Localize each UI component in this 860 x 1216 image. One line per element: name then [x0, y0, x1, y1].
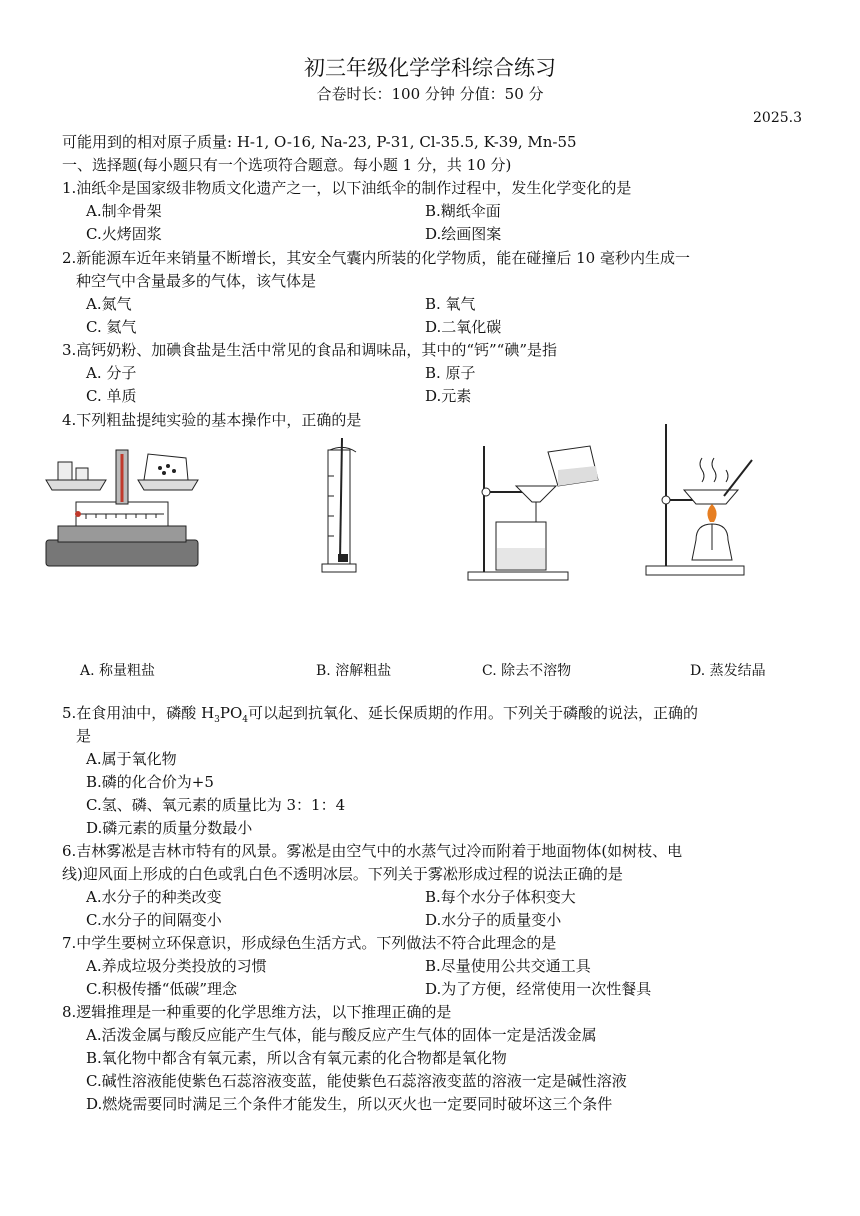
filtration-figure [462, 436, 608, 582]
cylinder-figure [316, 436, 370, 576]
q7-option-d: D.为了方便，经常使用一次性餐具 [425, 980, 652, 998]
q1-stem: 1.油纸伞是国家级非物质文化遗产之一，以下油纸伞的制作过程中，发生化学变化的是 [62, 179, 632, 197]
q8-option-b: B.氧化物中都含有氧元素，所以含有氧元素的化合物都是氧化物 [86, 1049, 507, 1067]
q8-option-d: D.燃烧需要同时满足三个条件才能发生，所以灭火也一定要同时破坏这三个条件 [86, 1095, 613, 1113]
q6-option-c: C.水分子的间隔变小 [86, 911, 222, 929]
q4-option-b: B. 溶解粗盐 [316, 663, 392, 679]
q3-option-b: B. 原子 [425, 364, 476, 382]
q2-option-a: A.氮气 [86, 295, 132, 313]
q1-option-a: A.制伞骨架 [86, 202, 162, 220]
q5-option-d: D.磷元素的质量分数最小 [86, 819, 253, 837]
q3-option-d: D.元素 [425, 387, 472, 405]
q5-option-a: A.属于氧化物 [86, 750, 177, 768]
q7-option-b: B.尽量使用公共交通工具 [425, 957, 591, 975]
q8-stem: 8.逻辑推理是一种重要的化学思维方法，以下推理正确的是 [62, 1003, 452, 1021]
q3-option-a: A. 分子 [86, 364, 137, 382]
q4-option-a: A. 称量粗盐 [80, 663, 156, 679]
q8-option-c: C.碱性溶液能使紫色石蕊溶液变蓝，能使紫色石蕊溶液变蓝的溶液一定是碱性溶液 [86, 1072, 627, 1090]
q2-option-d: D.二氧化碳 [425, 318, 502, 336]
q5-stem-line2: 是 [76, 727, 92, 745]
atomic-masses: 可能用到的相对原子质量: H-1, O-16, Na-23, P-31, Cl-35.5, K-39, Mn-55 [62, 133, 577, 151]
q5-option-b: B.磷的化合价为+5 [86, 773, 214, 791]
q7-option-a: A.养成垃圾分类投放的习惯 [86, 957, 267, 975]
q4-option-c: C. 除去不溶物 [482, 663, 572, 679]
q3-stem: 3.高钙奶粉、加碘食盐是生活中常见的食品和调味品，其中的“钙”“碘”是指 [62, 341, 557, 359]
q6-option-b: B.每个水分子体积变大 [425, 888, 576, 906]
q3-option-c: C. 单质 [86, 387, 137, 405]
evaporation-figure [642, 420, 760, 580]
q7-option-c: C.积极传播“低碳”理念 [86, 980, 238, 998]
q1-option-d: D.绘画图案 [425, 225, 502, 243]
page-title: 初三年级化学学科综合练习 [304, 56, 556, 80]
balance-figure [36, 440, 208, 576]
q6-option-a: A.水分子的种类改变 [86, 888, 222, 906]
q6-option-d: D.水分子的质量变小 [425, 911, 562, 929]
section-heading: 一、选择题(每小题只有一个选项符合题意。每小题 1 分，共 10 分) [62, 156, 512, 174]
q5-option-c: C.氢、磷、氧元素的质量比为 3：1：4 [86, 796, 346, 814]
q2-stem-line2: 种空气中含量最多的气体，该气体是 [76, 272, 317, 290]
q1-option-b: B.糊纸伞面 [425, 202, 501, 220]
q6-stem-line2: 线)迎风面上形成的白色或乳白色不透明冰层。下列关于雾凇形成过程的说法正确的是 [62, 865, 623, 883]
q4-stem: 4.下列粗盐提纯实验的基本操作中，正确的是 [62, 411, 362, 429]
q6-stem-line1: 6.吉林雾凇是吉林市特有的风景。雾凇是由空气中的水蒸气过冷而附着于地面物体(如树枝、电 [62, 842, 683, 860]
q2-option-c: C. 氦气 [86, 318, 137, 336]
q1-option-c: C.火烤固浆 [86, 225, 162, 243]
q8-option-a: A.活泼金属与酸反应能产生气体，能与酸反应产生气体的固体一定是活泼金属 [86, 1026, 597, 1044]
exam-info: 合卷时长：100 分钟 分值：50 分 [316, 85, 544, 103]
q7-stem: 7.中学生要树立环保意识，形成绿色生活方式。下列做法不符合此理念的是 [62, 934, 557, 952]
q2-option-b: B. 氧气 [425, 295, 476, 313]
q5-stem-line1: 5.在食用油中，磷酸 $H_3PO_4$可以起到抗氧化、延长保质期的作用。下列关于磷酸的说法，正确的 [62, 704, 699, 725]
q2-stem-line1: 2.新能源车近年来销量不断增长，其安全气囊内所装的化学物质，能在碰撞后 10 毫秒内生成一 [62, 249, 690, 267]
exam-date: 2025.3 [753, 110, 802, 126]
q4-option-d: D. 蒸发结晶 [690, 663, 766, 679]
